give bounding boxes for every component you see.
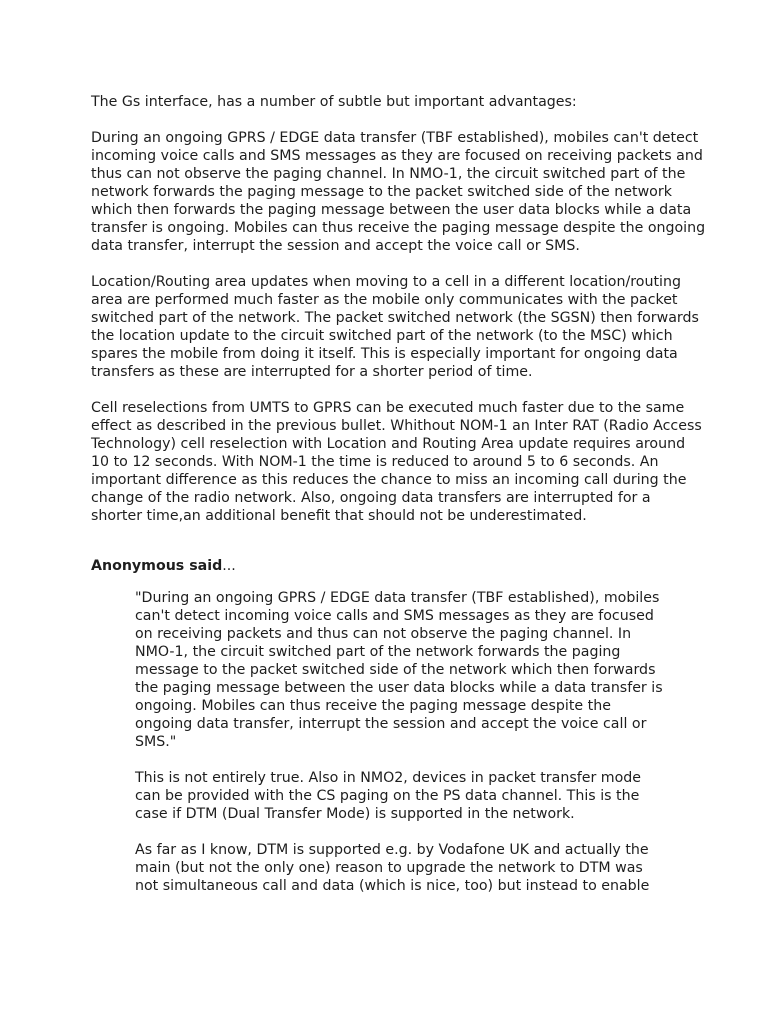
comment-dtm-paragraph — [135, 841, 695, 895]
text-line: case if DTM (Dual Transfer Mode) is supported in the network. — [135, 806, 575, 822]
text-line: incoming voice calls and SMS messages as they are focused on receiving packets and — [91, 148, 703, 164]
text-line: SMS." — [135, 734, 177, 750]
text-line: effect as described in the previous bullet. Whithout NOM-1 an Inter RAT (Radio Access — [91, 418, 702, 434]
text-line: data transfer, interrupt the session and accept the voice call or SMS. — [91, 238, 580, 254]
text-line: not simultaneous call and data (which is nice, too) but instead to enable — [135, 878, 650, 894]
text-line: can't detect incoming voice calls and SMS messages as they are focused — [135, 608, 654, 624]
comment-author: Anonymous said — [91, 558, 223, 574]
comment-quoted-paragraph — [135, 589, 695, 751]
text-line: important difference as this reduces the chance to miss an incoming call during the — [91, 472, 687, 488]
text-line: Location/Routing area updates when moving to a cell in a different location/routing — [91, 274, 681, 290]
comment-ellipsis: ... — [222, 558, 236, 574]
text-line: change of the radio network. Also, ongoing data transfers are interrupted for a — [91, 490, 651, 506]
text-line: spares the mobile from doing it itself. This is especially important for ongoing data — [91, 346, 678, 362]
text-line: As far as I know, DTM is supported e.g. by Vodafone UK and actually the — [135, 842, 649, 858]
text-line: the paging message between the user data blocks while a data transfer is — [135, 680, 663, 696]
text-line: "During an ongoing GPRS / EDGE data transfer (TBF established), mobiles — [135, 590, 660, 606]
comment-reply-paragraph — [135, 769, 695, 823]
paragraph-routing-updates — [91, 273, 699, 381]
text-line: which then forwards the paging message between the user data blocks while a data — [91, 202, 692, 218]
text-line: This is not entirely true. Also in NMO2, devices in packet transfer mode — [135, 770, 642, 786]
text-line: ongoing. Mobiles can thus receive the paging message despite the — [135, 698, 611, 714]
text-line: on receiving packets and thus can not observe the paging channel. In — [135, 626, 632, 642]
text-line: During an ongoing GPRS / EDGE data transfer (TBF established), mobiles can't detect — [91, 130, 699, 146]
text-line: area are performed much faster as the mobile only communicates with the packet — [91, 292, 678, 308]
intro-text: The Gs interface, has a number of subtle but important advantages: — [91, 94, 577, 110]
comment-author-heading — [91, 557, 691, 575]
text-line: transfer is ongoing. Mobiles can thus receive the paging message despite the ongoing — [91, 220, 706, 236]
text-line: Cell reselections from UMTS to GPRS can be executed much faster due to the same — [91, 400, 685, 416]
text-line: network forwards the paging message to the packet switched side of the network — [91, 184, 672, 200]
document-page — [91, 93, 706, 895]
text-line: the location update to the circuit switched part of the network (to the MSC) which — [91, 328, 673, 344]
paragraph-cell-reselection — [91, 399, 702, 525]
paragraph-paging — [91, 129, 706, 255]
text-line: 10 to 12 seconds. With NOM-1 the time is reduced to around 5 to 6 seconds. An — [91, 454, 659, 470]
text-line: Technology) cell reselection with Location and Routing Area update requires around — [91, 436, 686, 452]
text-line: transfers as these are interrupted for a shorter period of time. — [91, 364, 533, 380]
text-line: NMO-1, the circuit switched part of the network forwards the paging — [135, 644, 621, 660]
text-line: message to the packet switched side of the network which then forwards — [135, 662, 656, 678]
text-line: ongoing data transfer, interrupt the session and accept the voice call or — [135, 716, 647, 732]
text-line: thus can not observe the paging channel. In NMO-1, the circuit switched part of the — [91, 166, 686, 182]
text-line: switched part of the network. The packet switched network (the SGSN) then forwards — [91, 310, 699, 326]
text-line: can be provided with the CS paging on the PS data channel. This is the — [135, 788, 640, 804]
comment-body — [135, 589, 695, 895]
text-line: main (but not the only one) reason to upgrade the network to DTM was — [135, 860, 643, 876]
text-line: shorter time,an additional benefit that should not be underestimated. — [91, 508, 587, 524]
